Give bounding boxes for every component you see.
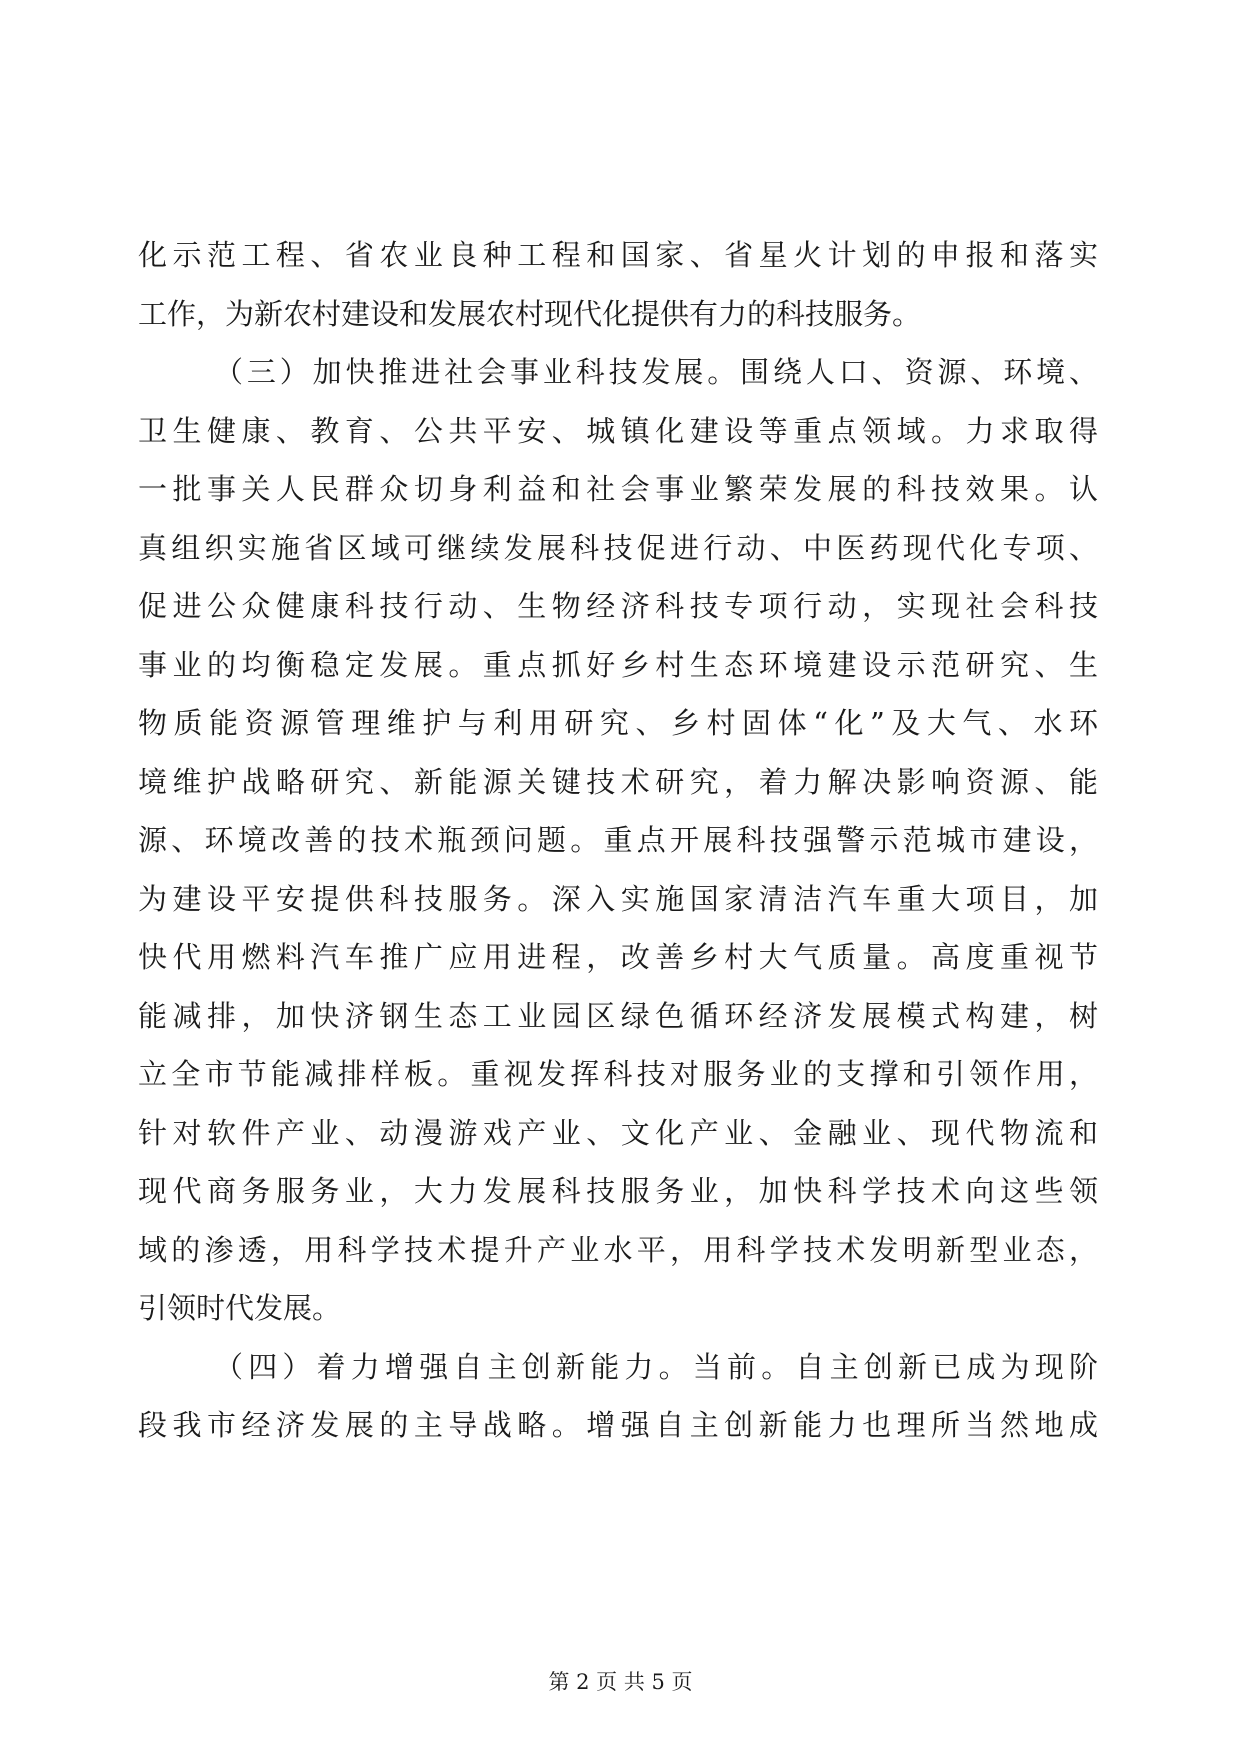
text-line: 立全市节能减排样板。重视发挥科技对服务业的支撑和引领作用， — [138, 1057, 1098, 1091]
text-line: 事业的均衡稳定发展。重点抓好乡村生态环境建设示范研究、生 — [138, 647, 1098, 682]
text-line: 为建设平安提供科技服务。深入实施国家清洁汽车重大项目，加 — [138, 881, 1098, 916]
text-line: 化示范工程、省农业良种工程和国家、省星火计划的申报和落实 — [138, 238, 1098, 272]
text-line: 卫生健康、教育、公共平安、城镇化建设等重点领域。力求取得 — [138, 413, 1098, 448]
text-line: 真组织实施省区域可继续发展科技促进行动、中医药现代化专项、 — [138, 530, 1098, 565]
text-line: 现代商务服务业，大力发展科技服务业，加快科学技术向这些领 — [138, 1174, 1098, 1208]
text-line: 能减排，加快济钢生态工业园区绿色循环经济发展模式构建，树 — [138, 998, 1098, 1033]
text-line: 源、环境改善的技术瓶颈问题。重点开展科技强警示范城市建设， — [138, 823, 1098, 857]
text-line: 物质能资源管理维护与利用研究、乡村固体“化”及大气、水环 — [138, 706, 1098, 740]
text-line: 段我市经济发展的主导战略。增强自主创新能力也理所当然地成 — [138, 1408, 1098, 1442]
text-line: 针对软件产业、动漫游戏产业、文化产业、金融业、现代物流和 — [138, 1115, 1098, 1150]
text-line: 快代用燃料汽车推广应用进程，改善乡村大气质量。高度重视节 — [138, 940, 1098, 974]
text-line: 引领时代发展。 — [138, 1291, 342, 1325]
text-line: 境维护战略研究、新能源关键技术研究，着力解决影响资源、能 — [138, 764, 1098, 799]
text-line: 促进公众健康科技行动、生物经济科技专项行动，实现社会科技 — [138, 589, 1098, 623]
body-text — [138, 226, 1098, 1455]
text-line: （三）加快推进社会事业科技发展。围绕人口、资源、环境、 — [214, 355, 1098, 389]
text-line: 一批事关人民群众切身利益和社会事业繁荣发展的科技效果。认 — [138, 472, 1098, 506]
text-line: 工作，为新农村建设和发展农村现代化提供有力的科技服务。 — [138, 296, 922, 331]
text-line: 域的渗透，用科学技术提升产业水平，用科学技术发明新型业态， — [138, 1232, 1098, 1267]
text-line: （四）着力增强自主创新能力。当前。自主创新已成为现阶 — [214, 1349, 1098, 1384]
page-number-footer: 第 2 页 共 5 页 — [548, 1670, 693, 1694]
